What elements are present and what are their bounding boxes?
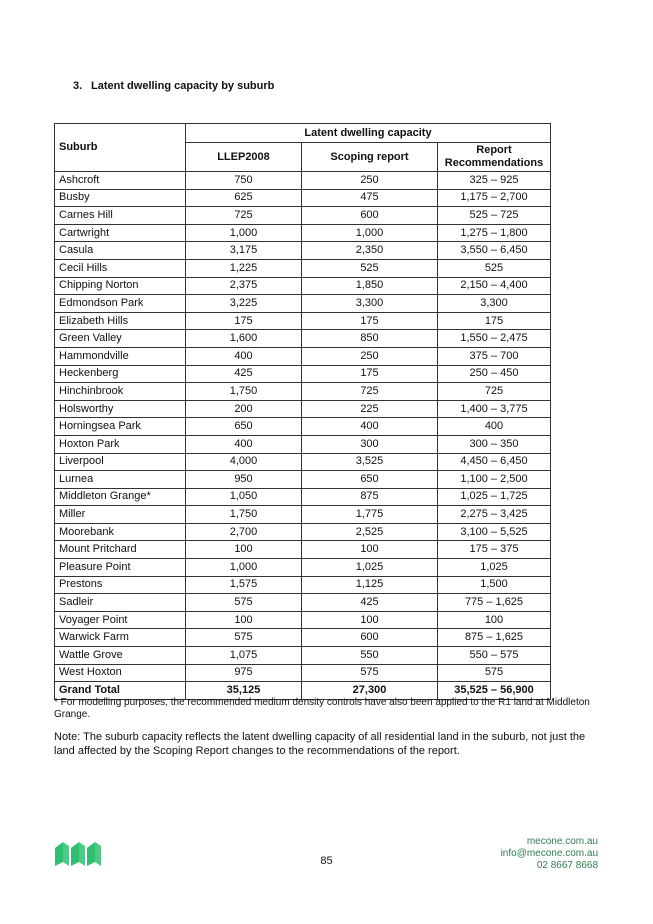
llep2008-cell: 425 [186, 365, 302, 383]
recommendation-cell: 3,300 [438, 295, 551, 313]
llep2008-cell: 1,575 [186, 576, 302, 594]
recommendation-cell: 1,175 – 2,700 [438, 189, 551, 207]
recommendation-cell: 375 – 700 [438, 347, 551, 365]
suburb-cell: Busby [55, 189, 186, 207]
llep2008-cell: 1,600 [186, 330, 302, 348]
recommendation-cell: 725 [438, 383, 551, 401]
suburb-cell: Cecil Hills [55, 259, 186, 277]
table-row [55, 347, 551, 365]
recommendation-cell: 1,025 [438, 559, 551, 577]
suburb-cell: Middleton Grange* [55, 488, 186, 506]
suburb-cell: Prestons [55, 576, 186, 594]
suburb-cell: Heckenberg [55, 365, 186, 383]
suburb-cell: Wattle Grove [55, 647, 186, 665]
suburb-cell: Horningsea Park [55, 418, 186, 436]
llep2008-cell: 400 [186, 347, 302, 365]
table-row [55, 541, 551, 559]
table-row [55, 453, 551, 471]
suburb-cell: Cartwright [55, 224, 186, 242]
scoping-report-cell: 1,025 [302, 559, 438, 577]
suburb-cell: Sadleir [55, 594, 186, 612]
llep2008-cell: 1,050 [186, 488, 302, 506]
col-header-scoping-report: Scoping report [302, 143, 438, 172]
scoping-report-cell: 3,525 [302, 453, 438, 471]
llep2008-cell: 750 [186, 172, 302, 190]
suburb-cell: Edmondson Park [55, 295, 186, 313]
scoping-report-cell: 1,125 [302, 576, 438, 594]
llep2008-cell: 175 [186, 312, 302, 330]
suburb-cell: Pleasure Point [55, 559, 186, 577]
llep2008-cell: 100 [186, 541, 302, 559]
llep2008-cell: 1,000 [186, 224, 302, 242]
section-heading [73, 80, 274, 92]
section-number: 3. [73, 80, 83, 92]
table-row [55, 383, 551, 401]
table-row [55, 295, 551, 313]
table-row [55, 594, 551, 612]
llep2008-cell: 725 [186, 207, 302, 225]
recommendation-cell: 400 [438, 418, 551, 436]
email-link[interactable]: info@mecone.com.au [500, 848, 598, 859]
note: Note: The suburb capacity reflects the latent dwelling capacity of all residential land in the suburb, not just the land affected by the Scoping Report changes to the recommendations of the report. [54, 731, 586, 757]
suburb-cell: Hammondville [55, 347, 186, 365]
scoping-report-cell: 250 [302, 172, 438, 190]
recommendation-cell: 175 [438, 312, 551, 330]
llep2008-cell: 1,750 [186, 383, 302, 401]
scoping-report-cell: 2,525 [302, 523, 438, 541]
table-row [55, 312, 551, 330]
scoping-report-cell: 175 [302, 365, 438, 383]
suburb-cell: Warwick Farm [55, 629, 186, 647]
scoping-report-cell: 300 [302, 435, 438, 453]
grand-total-scoping-report: 27,300 [302, 682, 438, 700]
llep2008-cell: 2,375 [186, 277, 302, 295]
recommendation-cell: 3,100 – 5,525 [438, 523, 551, 541]
table-row [55, 629, 551, 647]
scoping-report-cell: 575 [302, 664, 438, 682]
llep2008-cell: 950 [186, 471, 302, 489]
scoping-report-cell: 425 [302, 594, 438, 612]
scoping-report-cell: 1,775 [302, 506, 438, 524]
table-row [55, 189, 551, 207]
col-header-report-recommendations: Report Recommendations [438, 143, 551, 172]
suburb-cell: Moorebank [55, 523, 186, 541]
table-row [55, 559, 551, 577]
scoping-report-cell: 525 [302, 259, 438, 277]
llep2008-cell: 575 [186, 594, 302, 612]
suburb-header: Suburb [55, 124, 186, 172]
llep2008-cell: 1,225 [186, 259, 302, 277]
suburb-cell: West Hoxton [55, 664, 186, 682]
recommendation-cell: 100 [438, 611, 551, 629]
grand-total-recommendation: 35,525 – 56,900 [438, 682, 551, 700]
phone-number: 02 8667 8668 [536, 860, 598, 871]
suburb-cell: Casula [55, 242, 186, 260]
llep2008-cell: 3,225 [186, 295, 302, 313]
scoping-report-cell: 725 [302, 383, 438, 401]
suburb-cell: Elizabeth Hills [55, 312, 186, 330]
footnote: * For modelling purposes, the recommended medium density controls have also been applied to the R1 land at Middleton Grange. [54, 697, 590, 720]
table-row [55, 418, 551, 436]
recommendation-cell: 1,275 – 1,800 [438, 224, 551, 242]
scoping-report-cell: 600 [302, 629, 438, 647]
section-title: Latent dwelling capacity by suburb [91, 80, 275, 92]
llep2008-cell: 4,000 [186, 453, 302, 471]
table-row [55, 471, 551, 489]
llep2008-cell: 200 [186, 400, 302, 418]
recommendation-cell: 3,550 – 6,450 [438, 242, 551, 260]
table-row [55, 400, 551, 418]
scoping-report-cell: 1,850 [302, 277, 438, 295]
suburb-cell: Hinchinbrook [55, 383, 186, 401]
scoping-report-cell: 250 [302, 347, 438, 365]
scoping-report-cell: 2,350 [302, 242, 438, 260]
table-row [55, 207, 551, 225]
table-row [55, 576, 551, 594]
grand-total-llep2008: 35,125 [186, 682, 302, 700]
recommendation-cell: 875 – 1,625 [438, 629, 551, 647]
scoping-report-cell: 100 [302, 611, 438, 629]
recommendation-cell: 550 – 575 [438, 647, 551, 665]
scoping-report-cell: 3,300 [302, 295, 438, 313]
grand-total-label: Grand Total [55, 682, 186, 700]
suburb-cell: Carnes Hill [55, 207, 186, 225]
recommendation-cell: 1,025 – 1,725 [438, 488, 551, 506]
table-row [55, 172, 551, 190]
llep2008-cell: 1,000 [186, 559, 302, 577]
scoping-report-cell: 1,000 [302, 224, 438, 242]
table-row [55, 647, 551, 665]
table-row [55, 435, 551, 453]
table-row [55, 506, 551, 524]
recommendation-cell: 250 – 450 [438, 365, 551, 383]
recommendation-cell: 1,500 [438, 576, 551, 594]
table-row [55, 330, 551, 348]
recommendation-cell: 2,275 – 3,425 [438, 506, 551, 524]
suburb-cell: Miller [55, 506, 186, 524]
recommendation-cell: 300 – 350 [438, 435, 551, 453]
suburb-cell: Liverpool [55, 453, 186, 471]
llep2008-cell: 400 [186, 435, 302, 453]
contact-block [501, 836, 598, 872]
scoping-report-cell: 550 [302, 647, 438, 665]
table-row [55, 523, 551, 541]
recommendation-cell: 1,550 – 2,475 [438, 330, 551, 348]
table-row [55, 242, 551, 260]
table-row [55, 488, 551, 506]
llep2008-cell: 1,750 [186, 506, 302, 524]
recommendation-cell: 525 [438, 259, 551, 277]
suburb-cell: Green Valley [55, 330, 186, 348]
table-row [55, 611, 551, 629]
scoping-report-cell: 400 [302, 418, 438, 436]
suburb-cell: Lurnea [55, 471, 186, 489]
recommendation-cell: 1,100 – 2,500 [438, 471, 551, 489]
recommendation-cell: 4,450 – 6,450 [438, 453, 551, 471]
table-body [55, 172, 551, 700]
recommendation-cell: 775 – 1,625 [438, 594, 551, 612]
llep2008-cell: 3,175 [186, 242, 302, 260]
llep2008-cell: 575 [186, 629, 302, 647]
recommendation-cell: 325 – 925 [438, 172, 551, 190]
suburb-cell: Holsworthy [55, 400, 186, 418]
scoping-report-cell: 475 [302, 189, 438, 207]
group-header: Latent dwelling capacity [186, 124, 551, 143]
scoping-report-cell: 600 [302, 207, 438, 225]
table-row [55, 664, 551, 682]
suburb-cell: Mount Pritchard [55, 541, 186, 559]
scoping-report-cell: 100 [302, 541, 438, 559]
scoping-report-cell: 850 [302, 330, 438, 348]
suburb-cell: Chipping Norton [55, 277, 186, 295]
recommendation-cell: 2,150 – 4,400 [438, 277, 551, 295]
suburb-cell: Voyager Point [55, 611, 186, 629]
recommendation-cell: 175 – 375 [438, 541, 551, 559]
website-link[interactable]: mecone.com.au [526, 836, 598, 847]
scoping-report-cell: 875 [302, 488, 438, 506]
capacity-table [54, 123, 551, 700]
llep2008-cell: 975 [186, 664, 302, 682]
suburb-cell: Hoxton Park [55, 435, 186, 453]
recommendation-cell: 525 – 725 [438, 207, 551, 225]
llep2008-cell: 1,075 [186, 647, 302, 665]
suburb-cell: Ashcroft [55, 172, 186, 190]
recommendation-cell: 1,400 – 3,775 [438, 400, 551, 418]
table-row [55, 224, 551, 242]
col-header-llep2008: LLEP2008 [186, 143, 302, 172]
llep2008-cell: 2,700 [186, 523, 302, 541]
recommendation-cell: 575 [438, 664, 551, 682]
llep2008-cell: 100 [186, 611, 302, 629]
llep2008-cell: 625 [186, 189, 302, 207]
page-number: 85 [320, 855, 333, 867]
table-row [55, 259, 551, 277]
scoping-report-cell: 650 [302, 471, 438, 489]
scoping-report-cell: 225 [302, 400, 438, 418]
table-row [55, 365, 551, 383]
table-row [55, 277, 551, 295]
scoping-report-cell: 175 [302, 312, 438, 330]
llep2008-cell: 650 [186, 418, 302, 436]
